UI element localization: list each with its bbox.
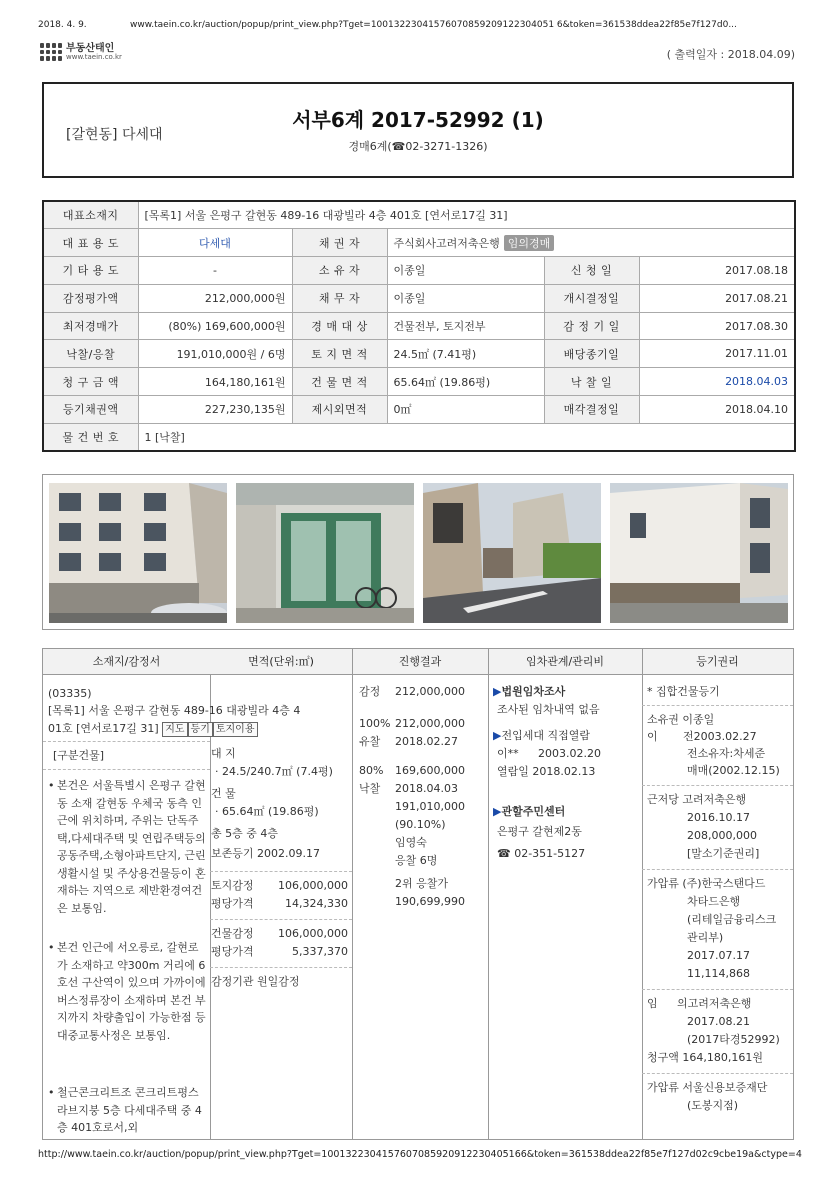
print-header-url: www.taein.co.kr/auction/popup/print_view.php?Tget=10013223041576070859209122304051 6&token=361538ddea22f85e7f127d0... (130, 20, 737, 30)
provisional-seizure-dept: (리테일금융리스크 (687, 913, 777, 926)
detail-table (42, 648, 794, 1140)
location-address-line: 01호 [연서로17길 31] (48, 722, 159, 735)
resident-lookup-heading[interactable] (493, 727, 590, 744)
info-label: 채 권 자 (292, 229, 387, 257)
info-label: 소 유 자 (292, 257, 387, 285)
bullet-icon: • (48, 779, 55, 792)
auction-info-table (42, 200, 796, 452)
appraisal-price: 212,000,000 (395, 685, 465, 698)
voluntary-auction-holder: 의고려저축은행 (677, 997, 752, 1010)
winning-bid-date: 2018.04.03 (395, 782, 458, 795)
column-divider (352, 649, 353, 1139)
appraisal-note-location: 본건은 서울특별시 은평구 갈현동 소재 갈현동 우체국 동측 인근에 위치하며, 주위는 단독주택,다세대주택 및 연립주택등의 공동주택,소형아파트단지, 근린생활시설 및 주상용건물등이 혼재하는 지역으로 제반환경여건은 보통임. (57, 779, 206, 915)
building-price-per-pyeong-label: 평당가격 (211, 945, 254, 958)
winning-bid-ratio: (90.10%) (395, 818, 446, 831)
triangle-icon: ▶ (493, 805, 502, 818)
row-divider (642, 705, 793, 706)
lookup-date: 열람일 2018.02.13 (497, 765, 596, 778)
table-row (43, 312, 795, 340)
building-appraisal-label: 건물감정 (211, 927, 254, 940)
location-address-cont (48, 720, 258, 737)
community-center-name: 은평구 갈현제2동 (497, 825, 582, 838)
court-contact: 경매6계(☎02-3271-1326) (348, 140, 488, 153)
building-area: · 65.64㎡ (19.86평) (215, 805, 319, 818)
registry-button[interactable]: 등기 (188, 722, 213, 737)
case-number-title: 서부6계 2017-52992 (1) (292, 108, 544, 132)
row-divider (642, 989, 793, 990)
creditor-cell (387, 229, 795, 257)
round-percent: 80% (359, 764, 384, 777)
owner-transfer-label: 이 (647, 730, 658, 743)
row-divider (43, 741, 210, 742)
voluntary-auction-case: (2017타경52992) (687, 1033, 780, 1046)
resident-move-in-date: 2003.02.20 (538, 747, 601, 760)
building-appraisal-value: 106,000,000 (278, 927, 348, 940)
info-label: 기 타 용 도 (43, 257, 138, 285)
land-price-per-pyeong-label: 평당가격 (211, 897, 254, 910)
property-photo-strip (42, 474, 794, 630)
table-row (43, 423, 795, 451)
building-price-per-pyeong: 5,337,370 (292, 945, 348, 958)
info-value: 24.5㎡ (7.41평) (387, 340, 544, 368)
info-value: 이종일 (387, 284, 544, 312)
mortgage-date: 2016.10.17 (687, 811, 750, 824)
info-value: 건물전부, 토지전부 (387, 312, 544, 340)
appraisal-note-transport: 본건 인근에 서오릉로, 갈현로가 소재하고 약300m 거리에 6호선 구산역이 있으며 가까이에 버스정류장이 소재하며 본건 부지까지 차량출입이 가능한점 등 대중교통사정은 보통임. (57, 941, 206, 1042)
info-value: 다세대 (138, 229, 292, 257)
community-center-heading (493, 803, 565, 820)
info-value: 2017.08.30 (639, 312, 795, 340)
info-label: 토 지 면 적 (292, 340, 387, 368)
creditor-value: 주식회사고려저축은행 (393, 236, 500, 250)
bidder-count: 응찰 6명 (395, 854, 438, 867)
provisional-seizure-2: 가압류 서울신용보증재단 (647, 1081, 768, 1094)
print-footer-url: http://www.taein.co.kr/auction/popup/print_view.php?Tget=1001322304157607085920912230405166&token=361538ddea22f85e7f127d02c9cbe19a&ctype=4 (38, 1149, 802, 1160)
appraisal-agency: 감정기관 원일감정 (211, 975, 300, 988)
appraisal-note-structure: 철근콘크리트조 콘크리트평스라브지붕 5층 다세대주택 중 4층 401호로서,외 (57, 1086, 202, 1134)
info-label: 매각결정일 (544, 396, 639, 424)
row-divider (210, 871, 352, 872)
row-divider (642, 785, 793, 786)
case-title-box (42, 82, 794, 178)
land-label: 대 지 (211, 747, 236, 760)
info-value: 65.64㎡ (19.86평) (387, 368, 544, 396)
building-photo[interactable] (49, 483, 227, 623)
info-value: 212,000,000원 (138, 284, 292, 312)
column-divider (488, 649, 489, 1139)
row-divider (642, 869, 793, 870)
round-percent: 100% (359, 717, 391, 730)
row-divider (43, 769, 210, 770)
tenant-survey-result: 조사된 임차내역 없음 (497, 703, 600, 716)
provisional-seizure-cont: 차타드은행 (687, 895, 741, 908)
info-value: 0㎡ (387, 396, 544, 424)
info-value: - (138, 257, 292, 285)
voluntary-auction-date: 2017.08.21 (687, 1015, 750, 1028)
voluntary-auction-label: 임 (647, 997, 658, 1010)
land-price-per-pyeong: 14,324,330 (285, 897, 348, 910)
column-header: 등기권리 (642, 649, 793, 675)
failed-bid-date: 2018.02.27 (395, 735, 458, 748)
info-label: 낙 찰 일 (544, 368, 639, 396)
info-value: 191,010,000원 / 6명 (138, 340, 292, 368)
community-center-phone: ☎ 02-351-5127 (497, 847, 586, 860)
bullet-icon: • (48, 1086, 55, 1099)
info-label: 신 청 일 (544, 257, 639, 285)
mortgage-holder: 근저당 고려저축은행 (647, 793, 747, 806)
info-label: 제시외면적 (292, 396, 387, 424)
column-divider (642, 649, 643, 1139)
table-row (43, 201, 795, 229)
second-bid-label: 2위 응찰가 (395, 877, 448, 890)
winning-bidder: 임영숙 (395, 836, 427, 849)
floor-info: 총 5층 중 4층 (211, 827, 278, 840)
map-button[interactable]: 지도 (162, 722, 187, 737)
claim-amount: 청구액 164,180,161원 (647, 1051, 763, 1064)
court-tenant-survey-heading (493, 683, 565, 700)
land-area: · 24.5/240.7㎡ (7.4평) (215, 765, 333, 778)
result-label: 유찰 (359, 735, 381, 748)
address-label: 대표소재지 (43, 201, 138, 229)
zip-code: (03335) (48, 687, 92, 700)
result-label: 감정 (359, 685, 381, 698)
auction-type-badge: 임의경매 (504, 235, 555, 251)
winning-bid-amount: 191,010,000 (395, 800, 465, 813)
triangle-icon: ▶ (493, 685, 502, 698)
registration-date: 보존등기 2002.09.17 (211, 847, 320, 860)
table-row (43, 229, 795, 257)
info-label: 감정평가액 (43, 284, 138, 312)
info-label: 경 매 대 상 (292, 312, 387, 340)
resident-name: 이** (497, 747, 519, 760)
info-value: 이종일 (387, 257, 544, 285)
court-tenant-survey-title: 법원임차조사 (501, 685, 566, 698)
entrance-photo[interactable] (236, 483, 414, 623)
table-row (43, 284, 795, 312)
column-header: 면적(단위:㎡) (210, 649, 352, 675)
provisional-seizure-date: 2017.07.17 (687, 949, 750, 962)
print-date: ( 출력일자 : 2018.04.09) (666, 48, 795, 61)
round-min-price: 169,600,000 (395, 764, 465, 777)
column-header: 진행결과 (352, 649, 488, 675)
row-divider (210, 919, 352, 920)
info-value: 2018.04.10 (639, 396, 795, 424)
logo-mark-icon (40, 43, 62, 61)
info-label: 최저경매가 (43, 312, 138, 340)
item-number-label: 물 건 번 호 (43, 423, 138, 451)
sale-date-value: 2018.04.03 (639, 368, 795, 396)
info-label: 감 정 기 일 (544, 312, 639, 340)
round-min-price: 212,000,000 (395, 717, 465, 730)
info-label: 배당종기일 (544, 340, 639, 368)
sale-date: 매매(2002.12.15) (687, 764, 780, 777)
info-value: 2017.08.21 (639, 284, 795, 312)
item-number-value: 1 [낙찰] (138, 423, 795, 451)
street-photo[interactable] (423, 483, 601, 623)
column-header: 소재지/감정서 (43, 649, 210, 675)
row-divider (642, 1073, 793, 1074)
table-row (43, 257, 795, 285)
owner-transfer-date: 전2003.02.27 (683, 730, 757, 743)
land-use-button[interactable]: 토지이용 (213, 722, 258, 737)
provisional-seizure: 가압류 (주)한국스탠다드 (647, 877, 766, 890)
property-type-label: [갈현동] 다세대 (66, 127, 163, 143)
info-value: 2017.08.18 (639, 257, 795, 285)
triangle-icon: ▶ (493, 729, 502, 742)
result-label: 낙찰 (359, 782, 381, 795)
column-header: 임차관계/관리비 (488, 649, 642, 675)
table-row (43, 396, 795, 424)
info-label: 건 물 면 적 (292, 368, 387, 396)
info-value: 2017.11.01 (639, 340, 795, 368)
provisional-seizure-dept-cont: 관리부) (687, 931, 724, 944)
community-center-title: 관할주민센터 (501, 805, 566, 818)
print-header-date: 2018. 4. 9. (38, 20, 87, 30)
logo-name: 부동산태인 (66, 42, 115, 54)
building-type-heading: [구분건물] (53, 749, 105, 762)
info-value: 164,180,161원 (138, 368, 292, 396)
info-label: 청 구 금 액 (43, 368, 138, 396)
second-bid-amount: 190,699,990 (395, 895, 465, 908)
provisional-seizure-2-branch: (도봉지점) (687, 1099, 739, 1112)
provisional-seizure-amount: 11,114,868 (687, 967, 750, 980)
building-side-photo[interactable] (610, 483, 788, 623)
info-label: 낙찰/응찰 (43, 340, 138, 368)
building-label: 건 물 (211, 787, 236, 800)
site-logo (40, 40, 122, 64)
info-value: 227,230,135원 (138, 396, 292, 424)
registry-type: * 집합건물등기 (647, 685, 720, 698)
table-row (43, 340, 795, 368)
resident-lookup-title: 전입세대 직접열람 (501, 729, 590, 742)
bullet-icon: • (48, 941, 55, 954)
info-label: 채 무 자 (292, 284, 387, 312)
land-appraisal-value: 106,000,000 (278, 879, 348, 892)
land-appraisal-label: 토지감정 (211, 879, 254, 892)
info-label: 등기채권액 (43, 396, 138, 424)
previous-owner: 전소유자:차세준 (687, 747, 766, 760)
info-label: 대 표 용 도 (43, 229, 138, 257)
info-value: (80%) 169,600,000원 (138, 312, 292, 340)
base-right-note: [말소기준권리] (687, 847, 760, 860)
logo-domain: www.taein.co.kr (66, 52, 122, 61)
row-divider (210, 967, 352, 968)
table-row (43, 368, 795, 396)
owner: 소유권 이종일 (647, 713, 715, 726)
address-value: [목록1] 서울 은평구 갈현동 489-16 대광빌라 4층 401호 [연서로17길 31] (138, 201, 795, 229)
mortgage-amount: 208,000,000 (687, 829, 757, 842)
location-address: [목록1] 서울 은평구 갈현동 489-16 대광빌라 4층 4 (48, 704, 301, 717)
info-label: 개시결정일 (544, 284, 639, 312)
